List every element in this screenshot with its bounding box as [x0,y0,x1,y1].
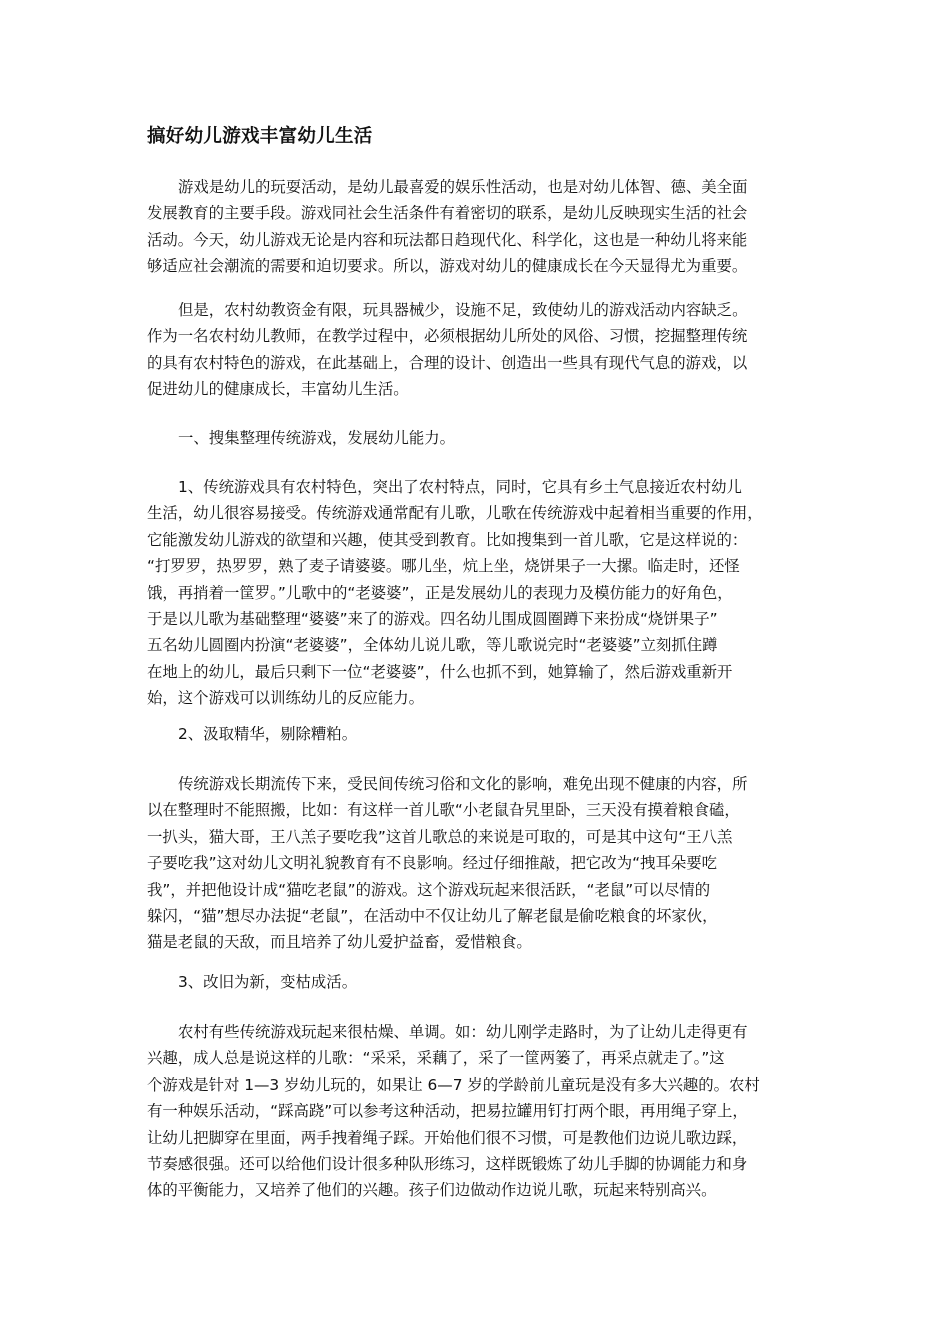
section-heading [147,425,804,451]
paragraph-line: 它能激发幼儿游戏的欲望和兴趣，使其受到教育。比如搜集到一首儿歌，它是这样说的： [147,530,748,549]
paragraph-line: 够适应社会潮流的需要和迫切要求。所以，游戏对幼儿的健康成长在今天显得尤为重要。 [147,257,748,276]
paragraph-line: 发展教育的主要手段。游戏同社会生活条件有着密切的联系，是幼儿反映现实生活的社会 [147,204,748,223]
paragraph-line: 体的平衡能力，又培养了他们的兴趣。孩子们边做动作边说儿歌，玩起来特别高兴。 [147,1181,717,1200]
paragraph-line: 躲闪，“猫”想尽办法捉“老鼠”，在活动中不仅让幼儿了解老鼠是偷吃粮食的坏家伙， [147,906,718,925]
paragraph-line: 我”，并把他设计成“猫吃老鼠”的游戏。这个游戏玩起来很活跃，“老鼠”可以尽情的 [147,880,711,899]
paragraph-line: 促进幼儿的健康成长，丰富幼儿生活。 [147,380,409,399]
paragraph-line: 传统游戏长期流传下来，受民间传统习俗和文化的影响，难免出现不健康的内容，所 [178,775,748,793]
paragraph-line: 兴趣，成人总是说这样的儿歌：“采采，采藕了，采了一筐两篓了，再采点就走了。”这 [147,1049,725,1068]
paragraph-line: 在地上的幼儿，最后只剩下一位“老婆婆”，什么也抓不到，她算输了，然后游戏重新开 [147,662,733,681]
paragraph-line: 游戏是幼儿的玩耍活动，是幼儿最喜爱的娱乐性活动，也是对幼儿体智、德、美全面 [178,178,748,196]
paragraph-intro [147,174,804,280]
paragraph-line: 但是，农村幼教资金有限，玩具器械少，设施不足，致使幼儿的游戏活动内容缺乏。 [178,301,748,319]
paragraph-line: 作为一名农村幼儿教师，在教学过程中，必须根据幼儿所处的风俗、习惯，挖掘整理传统 [147,327,748,346]
paragraph-line: 个游戏是针对 1—3 岁幼儿玩的，如果让 6—7 岁的学龄前儿童玩是没有多大兴趣的。农村 [147,1075,760,1094]
subsection-heading-3 [147,969,804,995]
paragraph-item-2 [147,771,804,956]
paragraph-line: 1、传统游戏具有农村特色，突出了农村特点，同时，它具有乡土气息接近农村幼儿 [178,478,742,496]
paragraph-line: 始，这个游戏可以训练幼儿的反应能力。 [147,689,425,708]
paragraph-line: 猫是老鼠的天敌，而且培养了幼儿爱护益畜，爱惜粮食。 [147,933,532,952]
paragraph-context [147,297,804,403]
document-title: 搞好幼儿游戏丰富幼儿生活 [147,126,373,147]
paragraph-item-3 [147,1019,804,1204]
paragraph-line: 的具有农村特色的游戏，在此基础上，合理的设计、创造出一些具有现代气息的游戏，以 [147,353,748,372]
subsection-heading-text: 2、汲取精华，剔除糟粕。 [178,725,358,743]
subsection-heading-2 [147,721,804,747]
paragraph-line: 让幼儿把脚穿在里面，两手拽着绳子踩。开始他们很不习惯，可是教他们边说儿歌边踩， [147,1128,748,1147]
paragraph-line: 五名幼儿圆圈内扮演“老婆婆”，全体幼儿说儿歌，等儿歌说完时“老婆婆”立刻抓住蹲 [147,636,718,655]
paragraph-item-1 [147,474,804,712]
paragraph-line: 农村有些传统游戏玩起来很枯燥、单调。如：幼儿刚学走路时，为了让幼儿走得更有 [178,1023,748,1041]
paragraph-line: 饿，再捎着一筐罗。”儿歌中的“老婆婆”，正是发展幼儿的表现力及模仿能力的好角色， [147,583,733,602]
paragraph-line: 生活，幼儿很容易接受。传统游戏通常配有儿歌，儿歌在传统游戏中起着相当重要的作用， [147,504,763,523]
paragraph-line: 一扒头，猫大哥，王八羔子要吃我”这首儿歌总的来说是可取的，可是其中这句“王八羔 [147,827,733,846]
paragraph-line: “打罗罗，热罗罗，熟了麦子请婆婆。哪儿坐，炕上坐，烧饼果子一大摞。临走时，还怪 [147,557,740,576]
paragraph-line: 活动。今天，幼儿游戏无论是内容和玩法都日趋现代化、科学化，这也是一种幼儿将来能 [147,230,748,249]
paragraph-line: 子要吃我”这对幼儿文明礼貌教育有不良影响。经过仔细推敲，把它改为“拽耳朵要吃 [147,854,718,873]
paragraph-line: 于是以儿歌为基础整理“婆婆”来了的游戏。四名幼儿围成圆圈蹲下来扮成“烧饼果子” [147,609,718,628]
paragraph-line: 以在整理时不能照搬，比如：有这样一首儿歌“小老鼠旮旯里卧，三天没有摸着粮食磕， [147,801,740,820]
section-heading-text: 一、搜集整理传统游戏，发展幼儿能力。 [178,429,456,447]
paragraph-line: 有一种娱乐活动，“踩高跷”可以参考这种活动，把易拉罐用钉打两个眼，再用绳子穿上， [147,1102,748,1121]
subsection-heading-text: 3、改旧为新，变枯成活。 [178,973,358,991]
paragraph-line: 节奏感很强。还可以给他们设计很多种队形练习，这样既锻炼了幼儿手脚的协调能力和身 [147,1154,748,1173]
